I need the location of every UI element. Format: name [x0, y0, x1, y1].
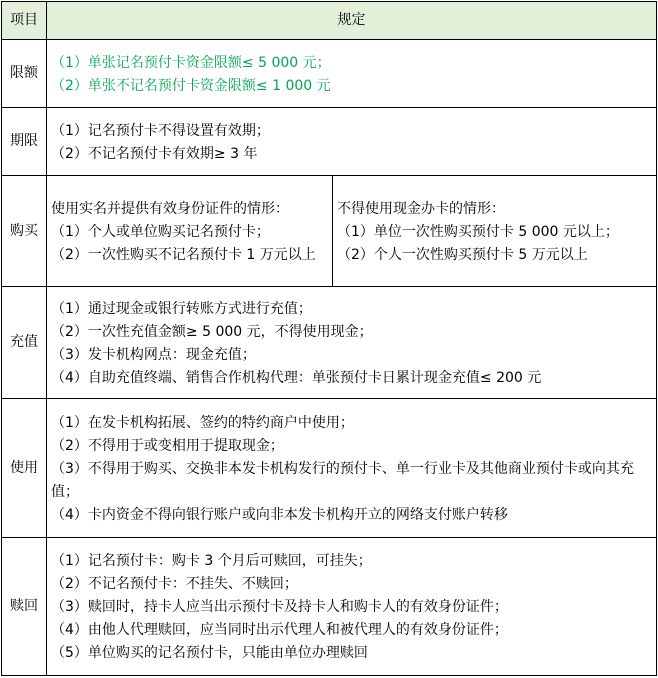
- recharge-line-3: （3）发卡机构网点：现金充值；: [51, 346, 256, 363]
- row-usage-content: [47, 399, 657, 538]
- header-rule-label: 规定: [337, 12, 366, 28]
- purchase-left-title: 使用实名并提供有效身份证件的情形：: [51, 200, 289, 217]
- row-term-label: 期限: [10, 133, 38, 149]
- purchase-right-title: 不得使用现金办卡的情形：: [337, 200, 505, 217]
- recharge-line-4: （4）自助充值终端、销售合作机构代理：单张预付卡日累计现金充值≤ 200 元: [51, 369, 542, 386]
- purchase-right-line-2: （2）个人一次性购买预付卡 5 万元以上: [337, 246, 588, 263]
- redeem-line-4: （4）由他人代理赎回，应当同时出示代理人和被代理人的有效身份证件；: [51, 622, 508, 638]
- usage-line-4: （4）卡内资金不得向银行账户或向非本发卡机构开立的网络支付账户转移: [51, 506, 508, 523]
- purchase-left-line-1: （1）个人或单位购买记名预付卡；: [51, 223, 270, 240]
- limit-line-1: （1）单张记名预付卡资金限额≤ 5 000 元；: [51, 54, 331, 71]
- purchase-left-line-2: （2）一次性购买不记名预付卡 1 万元以上: [51, 246, 316, 263]
- row-usage-label: 使用: [10, 459, 38, 476]
- header-rule-cell: [47, 2, 657, 40]
- row-redeem-label: 赎回: [10, 598, 38, 614]
- row-redeem-content: [47, 538, 657, 676]
- row-term-content: [47, 108, 657, 176]
- row-purchase-right: [333, 176, 657, 287]
- recharge-line-2: （2）一次性充值金额≥ 5 000 元，不得使用现金；: [51, 323, 373, 340]
- row-purchase-label: 购买: [10, 222, 38, 239]
- recharge-line-1: （1）通过现金或银行转账方式进行充值；: [51, 300, 312, 317]
- redeem-line-1: （1）记名预付卡：购卡 3 个月后可赎回，可挂失；: [51, 553, 372, 569]
- usage-line-1: （1）在发卡机构拓展、签约的特约商户中使用；: [51, 414, 354, 431]
- redeem-line-2: （2）不记名预付卡：不挂失、不赎回；: [51, 576, 298, 592]
- row-recharge-label: 充值: [10, 334, 38, 350]
- limit-line-2: （2）单张不记名预付卡资金限额≤ 1 000 元: [51, 77, 331, 94]
- row-redeem-label-cell: [2, 538, 47, 676]
- row-recharge-content: [47, 287, 657, 399]
- redeem-line-3: （3）赎回时，持卡人应当出示预付卡及持卡人和购卡人的有效身份证件；: [51, 599, 508, 615]
- row-limit-label: 限额: [10, 65, 38, 81]
- row-recharge-label-cell: [2, 287, 47, 399]
- term-line-2: （2）不记名预付卡有效期≥ 3 年: [51, 145, 258, 162]
- usage-line-2: （2）不得用于或变相用于提取现金；: [51, 437, 284, 454]
- row-term-label-cell: [2, 108, 47, 176]
- purchase-right-line-1: （1）单位一次性购买预付卡 5 000 元以上；: [337, 223, 619, 240]
- row-limit-label-cell: [2, 40, 47, 108]
- row-limit-content: [47, 40, 657, 108]
- row-purchase-label-cell: [2, 176, 47, 287]
- header-item-cell: [2, 2, 47, 40]
- usage-line-3: （3）不得用于购买、交换非本发卡机构发行的预付卡、单一行业卡及其他商业预付卡或向其充值；: [51, 460, 634, 500]
- header-item-label: 项目: [10, 12, 38, 28]
- row-usage-label-cell: [2, 399, 47, 538]
- regulation-table: [1, 1, 657, 676]
- row-purchase-left: [47, 176, 333, 287]
- redeem-line-5: （5）单位购买的记名预付卡，只能由单位办理赎回: [51, 645, 368, 661]
- term-line-1: （1）记名预付卡不得设置有效期；: [51, 122, 270, 139]
